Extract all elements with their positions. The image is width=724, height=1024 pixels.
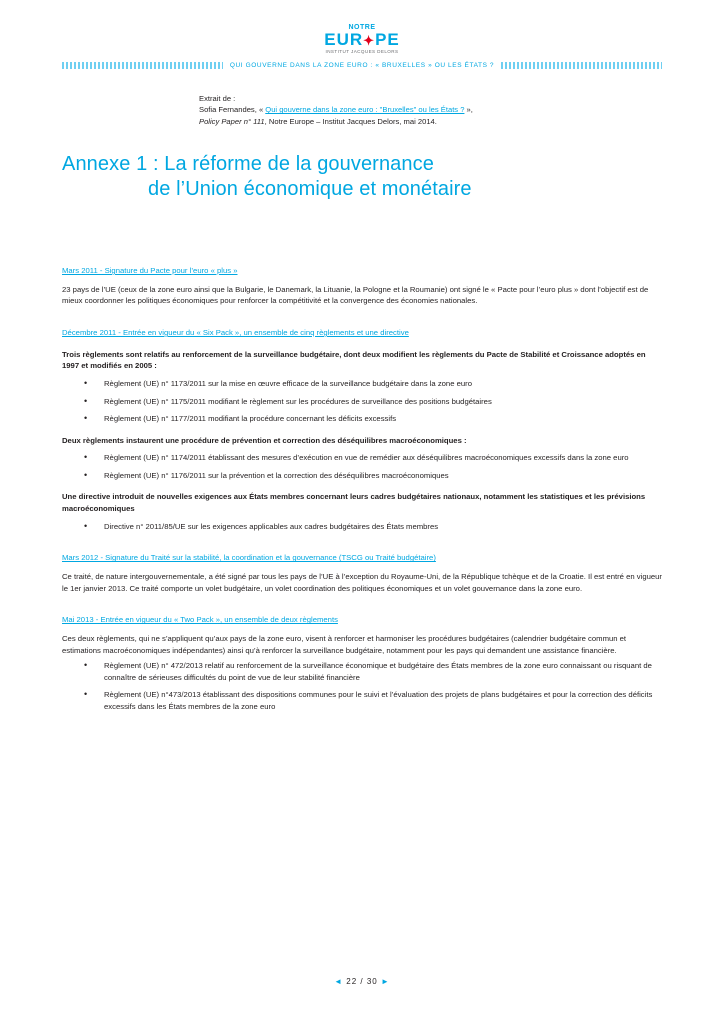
section-heading-mai-2013[interactable]: Mai 2013 - Entrée en vigueur du « Two Pack », un ensemble de deux règlements [62,615,338,625]
list-item: • Règlement (UE) n° 1174/2011 établissant des mesures d’exécution en vue de remédier aux déséquilibres macroéconomiques excessifs dans la zone euro [62,452,662,464]
extract-source-italic: Policy Paper n° 111 [199,117,265,127]
list-item: • Règlement (UE) n° 1175/2011 modifiant le règlement sur les procédures de surveillance des positions budgétaires [62,396,662,408]
dashed-rule-left [62,62,223,69]
extract-link[interactable]: Qui gouverne dans la zone euro : "Bruxelles" ou les États ? [265,105,465,115]
section-heading-mars-2012[interactable]: Mars 2012 - Signature du Traité sur la stabilité, la coordination et la gouvernance (TSCG ou Traité budgétaire) [62,553,436,563]
prev-page-arrow-icon[interactable]: ◄ [334,977,344,986]
subsection-lead-deux-reglements: Deux règlements instaurent une procédure de prévention et correction des déséquilibres macroéconomiques : [62,435,467,445]
title-line-2: de l’Union économique et monétaire [148,178,472,201]
page-number: 22 / 30 [346,977,378,986]
bullet-list-two-pack [62,660,662,712]
section-heading-decembre-2011[interactable]: Décembre 2011 - Entrée en vigueur du « Six Pack », un ensemble de cinq règlements et une directive [62,328,409,338]
subsection-lead-trois-reglements: Trois règlements sont relatifs au renforcement de la surveillance budgétaire, dont deux modifient les règlements du Pacte de Stabilité et Croissance adoptés en 1997 et modifiés en 2005 : [62,349,646,371]
extract-source-line [199,116,662,128]
document-body [62,265,662,712]
extract-source-rest: , Notre Europe – Institut Jacques Delors, mai 2014. [264,117,437,127]
title-prefix: Annexe 1 : [62,152,159,175]
extract-label: Extrait de : [199,93,236,103]
extract-author-line [199,104,662,116]
subsection-lead-directive: Une directive introduit de nouvelles exigences aux États membres concernant leurs cadres budgétaires nationaux, notamment les statistiques et les prévisions macroéconomiques [62,492,646,514]
logo-line-notre: NOTRE [348,24,376,31]
page-footer [0,977,724,986]
section-paragraph: Ce traité, de nature intergouvernementale, a été signé par tous les pays de l’UE à l’exception du Royaume-Uni, de la République tchèque et de la Croatie. Il est entré en vigueur le 1er janvier 2013. Ce traité comporte un volet budgétaire, un volet coordination des politiques économiques et un volet gouvernance dans la zone euro. [62,571,662,593]
notre-europe-logo [324,24,400,55]
logo-header [62,0,662,55]
list-item: • Directive n° 2011/85/UE sur les exigences applicables aux cadres budgétaires des États membres [62,521,662,533]
logo-europe-post: PE [375,30,400,49]
section-heading-mars-2011[interactable]: Mars 2011 - Signature du Pacte pour l’euro « plus » [62,266,238,276]
extract-author: Sofia Fernandes, « [199,105,266,115]
section-paragraph: Ces deux règlements, qui ne s’appliquent qu’aux pays de la zone euro, visent à renforcer et harmoniser les procédures budgétaires (calendrier budgétaire commun et estimations macroéconomiques indépendantes) ainsi qu’à renforcer la surveillance budgétaire, notamment pour les pays qui demandent une assistance financière. [62,633,627,655]
logo-star-icon: ✦ [363,33,376,48]
list-item: • Règlement (UE) n° 472/2013 relatif au renforcement de la surveillance économique et budgétaire des États membres de la zone euro connaissant ou risquant de connaître de sérieuses difficultés du point de vue de leur stabilité financière [62,660,662,683]
extract-after-link: », [464,105,473,115]
bullet-list-deux-reglements [62,452,662,481]
list-item: • Règlement (UE) n° 1176/2011 sur la prévention et la correction des déséquilibres macroéconomiques [62,470,662,482]
title-line-1: La réforme de la gouvernance [164,152,434,175]
section-paragraph: 23 pays de l’UE (ceux de la zone euro ainsi que la Bulgarie, le Danemark, la Lituanie, la Pologne et la Roumanie) ont signé le « Pacte pour l’euro plus » dont l’objectif est de mieux coordonner les politiques économiques pour renforcer la compétitivité et la convergence des économies nationales. [62,284,649,306]
list-item: • Règlement (UE) n° 1173/2011 sur la mise en œuvre efficace de la surveillance budgétaire dans la zone euro [62,378,662,390]
logo-line-europe [324,31,400,48]
logo-line-institut: INSTITUT JACQUES DELORS [325,49,399,54]
page-title [62,152,662,203]
logo-europe-pre: EUR [324,30,364,49]
bullet-list-directive [62,521,662,533]
extract-citation [199,93,662,128]
next-page-arrow-icon[interactable]: ► [380,977,390,986]
running-header [62,61,662,71]
dashed-rule-right [501,62,662,69]
running-title: QUI GOUVERNE DANS LA ZONE EURO : « BRUXELLES » OU LES ÉTATS ? [229,62,495,70]
list-item: • Règlement (UE) n° 1177/2011 modifiant la procédure concernant les déficits excessifs [62,413,662,425]
bullet-list-trois-reglements [62,378,662,425]
list-item: • Règlement (UE) n°473/2013 établissant des dispositions communes pour le suivi et l’évaluation des projets de plans budgétaires et pour la correction des déficits excessifs dans les États membres de la zone euro [62,689,662,712]
